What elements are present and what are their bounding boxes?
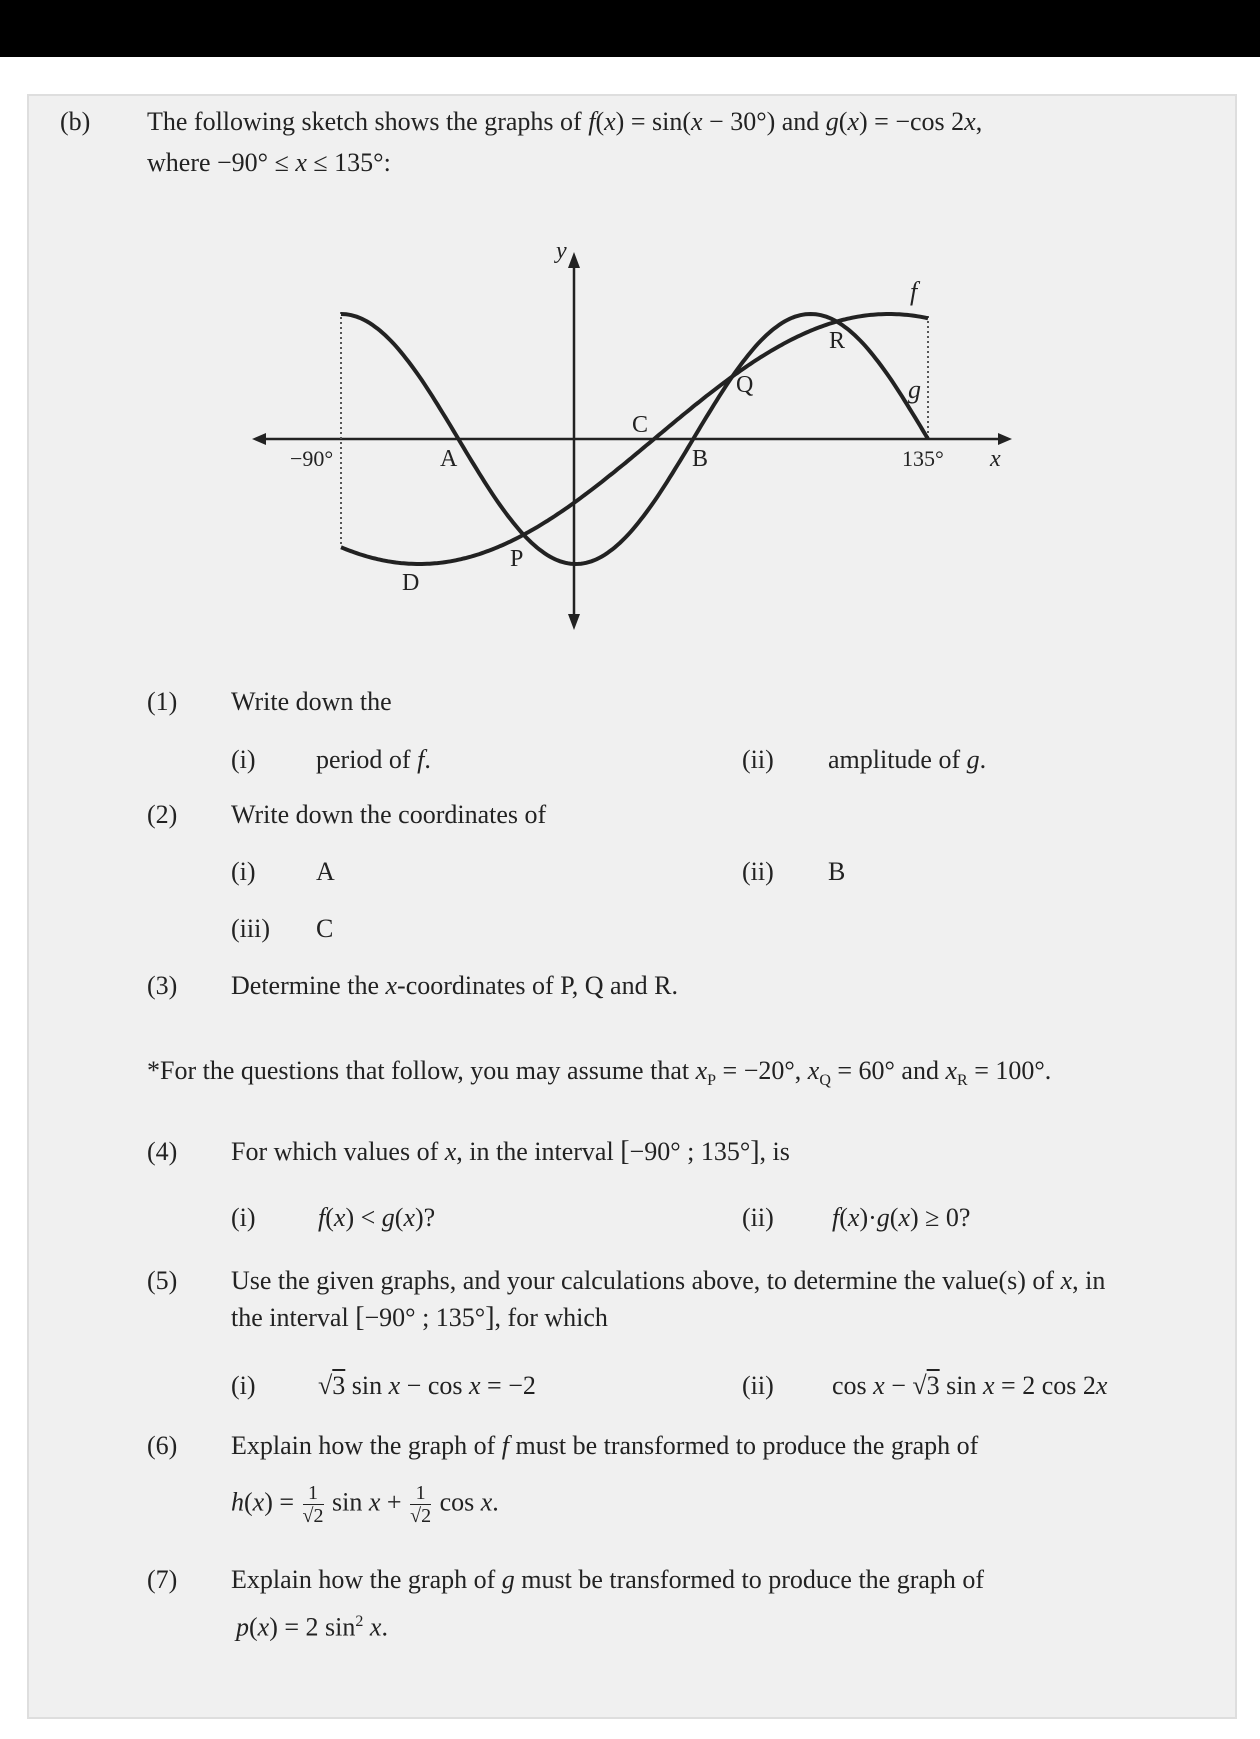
x-axis-right-arrow (998, 433, 1012, 445)
q2-i-text: A (316, 857, 335, 886)
tick-label-right: 135° (902, 446, 944, 471)
q7-line-2: p(x) = 2 $\sin^2 x$. (236, 1612, 388, 1642)
point-label-R: R (829, 328, 846, 354)
point-label-Q: Q (736, 372, 754, 398)
x-axis-label: x (990, 446, 1001, 472)
x-axis-left-arrow (252, 433, 266, 445)
q2-iii-text: C (316, 914, 334, 943)
q2-number: (2) (147, 800, 178, 829)
q4-number: (4) (147, 1137, 178, 1166)
q2-i-number: (i) (231, 857, 256, 886)
q4-ii-text: f(x)·g(x) ≥ 0? (832, 1203, 971, 1232)
q5-i-number: (i) (231, 1371, 256, 1400)
q1-ii-number: (ii) (742, 745, 774, 774)
q2-text: Write down the coordinates of (231, 800, 547, 829)
q1-i-number: (i) (231, 745, 256, 774)
q5-line-2: the interval [−90° ; 135°], for which (231, 1302, 608, 1333)
q3-number: (3) (147, 971, 178, 1000)
q4-ii-number: (ii) (742, 1203, 774, 1232)
q2-iii-number: (iii) (231, 914, 270, 943)
series-label-g: g (908, 375, 921, 404)
q6-line-2: h(x) = $\frac{1}{√2}$ sin x + $\frac{1}{√2}$ cos x. (231, 1482, 499, 1527)
point-label-P: P (510, 546, 524, 572)
trig-graph (0, 0, 1260, 700)
point-label-A: A (440, 446, 458, 472)
point-label-D: D (402, 570, 420, 596)
q5-ii-number: (ii) (742, 1371, 774, 1400)
q7-line-1: Explain how the graph of g must be transformed to produce the graph of (231, 1565, 985, 1594)
q1-number: (1) (147, 687, 178, 716)
series-label-f: f (910, 277, 918, 306)
y-axis-down-arrow (568, 614, 580, 630)
q1-text: Write down the (231, 687, 392, 716)
assumption-note: *For the questions that follow, you may assume that $x_P = -20^\circ$, $x_Q = 60^\circ$ and $x_R = 100^\circ$. (147, 1056, 1052, 1090)
q5-line-1: Use the given graphs, and your calculations above, to determine the value(s) of x, in (231, 1266, 1106, 1295)
q5-i-text: √3 sin x − cos x = −2 (318, 1371, 536, 1400)
q1-i-text: period of f. (316, 745, 431, 774)
q2-ii-text: B (828, 857, 846, 886)
q7-number: (7) (147, 1565, 178, 1594)
part-label: (b) (60, 107, 91, 136)
intro-line-1: The following sketch shows the graphs of f(x) = sin(x − 30°) and g(x) = −cos 2x, (147, 107, 983, 136)
q4-i-number: (i) (231, 1203, 256, 1232)
intro-line-2: where −90° ≤ x ≤ 135°: (147, 148, 391, 177)
tick-label-left: −90° (290, 446, 334, 471)
q2-ii-number: (ii) (742, 857, 774, 886)
point-label-C: C (632, 412, 649, 438)
point-label-B: B (692, 446, 709, 472)
q6-number: (6) (147, 1431, 178, 1460)
q3-text: Determine the x-coordinates of P, Q and R. (231, 971, 678, 1000)
y-axis-label: y (556, 238, 567, 264)
q4-text: For which values of x, in the interval [−90° ; 135°], is (231, 1136, 790, 1167)
q1-ii-text: amplitude of g. (828, 745, 987, 774)
q5-number: (5) (147, 1266, 178, 1295)
y-axis-up-arrow (568, 252, 580, 268)
q5-ii-text: cos x − √3 sin x = 2 cos 2x (832, 1371, 1108, 1400)
q6-line-1: Explain how the graph of f must be transformed to produce the graph of (231, 1431, 979, 1460)
q4-i-text: f(x) < g(x)? (318, 1203, 436, 1232)
